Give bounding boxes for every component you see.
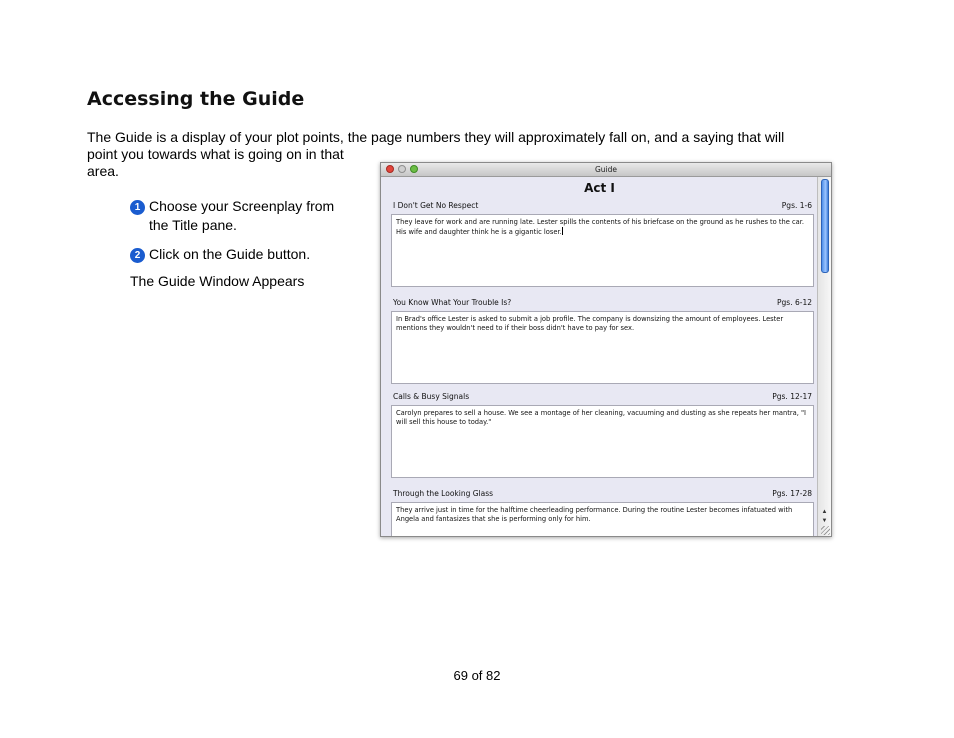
beat-4-name: Through the Looking Glass <box>393 489 494 498</box>
beat-4-pages: Pgs. 17-28 <box>772 489 812 498</box>
step-number-1-icon: 1 <box>130 200 145 215</box>
beat-4-textarea[interactable] <box>391 502 814 537</box>
window-titlebar[interactable] <box>381 163 831 177</box>
scroll-up-arrow-icon[interactable]: ▲ <box>821 509 828 515</box>
beat-1 <box>391 201 814 287</box>
vertical-scrollbar[interactable] <box>817 177 831 536</box>
page-heading: Accessing the Guide <box>87 88 305 110</box>
figure-caption: The Guide Window Appears <box>130 273 305 289</box>
beat-3-pages: Pgs. 12-17 <box>772 392 812 401</box>
page-number: 69 of 82 <box>453 668 501 683</box>
text-cursor <box>562 227 563 235</box>
beat-3-text: Carolyn prepares to sell a house. We see a montage of her cleaning, vacuuming and dusting as she repeats her mantra, "I will sell this house to today." <box>396 409 807 426</box>
step-2-text: Click on the Guide button. <box>149 246 311 262</box>
beat-4 <box>391 489 814 537</box>
beat-1-pages: Pgs. 1-6 <box>781 201 812 210</box>
scroll-down-arrow-icon[interactable]: ▼ <box>821 518 828 524</box>
beat-1-name: I Don't Get No Respect <box>393 201 479 210</box>
beat-2-textarea[interactable] <box>391 311 814 384</box>
beat-2-text: In Brad's office Lester is asked to submit a job profile. The company is downsizing the amount of employees. Lester mentions they wouldn't need to if their boss didn't have to pay for sex. <box>396 315 784 332</box>
beat-4-text: They arrive just in time for the halftime cheerleading performance. During the routine Lester becomes infatuated with Angela and fantasizes that she is performing only for him. <box>396 506 793 523</box>
guide-window <box>380 162 832 537</box>
resize-grip-icon[interactable] <box>821 526 830 535</box>
step-1 <box>130 197 354 235</box>
intro-line-2: point you towards what is going on in that area. <box>87 146 344 179</box>
step-number-2-icon: 2 <box>130 248 145 263</box>
act-title: Act I <box>584 181 615 195</box>
step-1-text: Choose your Screenplay from the Title pane. <box>149 198 335 233</box>
beat-3 <box>391 392 814 478</box>
beat-1-textarea[interactable] <box>391 214 814 287</box>
beat-1-text: They leave for work and are running late. Lester spills the contents of his briefcase on the ground as he rushes to the car. His wife and daughter think he is a gigantic loser. <box>396 218 805 236</box>
guide-content <box>381 177 818 536</box>
beat-3-textarea[interactable] <box>391 405 814 478</box>
intro-line-1: The Guide is a display of your plot points, the page numbers they will approximately fall on, and a saying that will <box>87 129 785 145</box>
beat-3-name: Calls & Busy Signals <box>393 392 470 401</box>
step-2 <box>130 245 354 264</box>
beat-2 <box>391 298 814 384</box>
scrollbar-thumb[interactable] <box>821 179 829 273</box>
window-title: Guide <box>594 165 618 174</box>
beat-2-name: You Know What Your Trouble Is? <box>393 298 512 307</box>
beat-2-pages: Pgs. 6-12 <box>777 298 812 307</box>
